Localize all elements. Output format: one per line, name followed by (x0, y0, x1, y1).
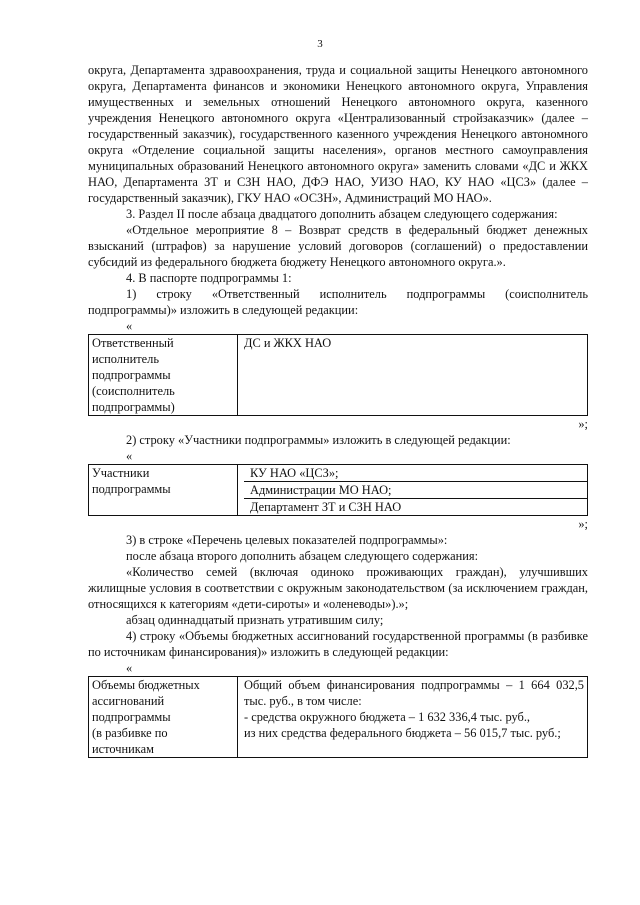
table3-left-cell: Объемы бюджетных ассигнований подпрограммы (в разбивке по источникам (89, 677, 238, 758)
table1-left-cell: Ответственный исполнитель подпрограммы (соисполнитель подпрограммы) (89, 335, 238, 416)
table2-right-cell (238, 465, 588, 516)
paragraph-quote-families: «Количество семей (включая одиноко проживающих граждан), улучшивших жилищные условия в соответствии с окружным законодательством (за исключением граждан, относящихся к категориям «дети-сироты» и «оленеводы»).»; (88, 565, 588, 611)
quote-open-1: « (126, 319, 133, 333)
paragraph-row-4: 4) строку «Объемы бюджетных ассигнований государственной программы (в разбивке по источникам финансирования)» изложить в следующей редакции: (88, 629, 588, 659)
paragraph-row-1: 1) строку «Ответственный исполнитель подпрограммы (соисполнитель подпрограммы)» изложить в следующей редакции: (88, 287, 588, 317)
paragraph-quote-measure-8: «Отдельное мероприятие 8 – Возврат средств в федеральный бюджет денежных взысканий (штрафов) за нарушение условий договоров (соглашений) о предоставлении субсидий из федерального бюджета бюджету Ненецкого автономного округа.». (88, 223, 588, 269)
quote-open-3: « (126, 661, 133, 675)
table3-right-cell: Общий объем финансирования подпрограммы – 1 664 032,5 тыс. руб., в том числе: - средства окружного бюджета – 1 632 336,4 тыс. руб., из них средства федерального бюджета – 56 015,7 тыс. руб.; (238, 677, 588, 758)
paragraph-continuation: округа, Департамента здравоохранения, труда и социальной защиты Ненецкого автономного округа, Департамента финансов и экономики Ненецкого автономного округа, Управления имущественных и земельных отношений Ненецкого автономного округа, казенного учреждения Ненецкого автономного округа «Централизованный стройзаказчик» (далее – государственный заказчик), государственного казенного учреждения Ненецкого автономного округа «Отделение социальной защиты населения», органов местного самоуправления муниципальных образований Ненецкого автономного округа» заменить словами «ДС и ЖКХ НАО, Департамента ЗТ и СЗН НАО, ДФЭ НАО, УИЗО НАО, КУ НАО «ЦСЗ» (далее – государственный заказчик), ГКУ НАО «ОСЗН», Администраций МО НАО». (88, 63, 588, 205)
paragraph-after-second: после абзаца второго дополнить абзацем следующего содержания: (126, 549, 479, 563)
quote-close-2: »; (578, 517, 588, 531)
table-participants (88, 464, 588, 516)
quote-open-2: « (126, 449, 133, 463)
participant: Администрации МО НАО; (244, 482, 587, 499)
table-budget-allocations (88, 676, 588, 758)
paragraph-row-2: 2) строку «Участники подпрограммы» изложить в следующей редакции: (126, 433, 511, 447)
table-responsible-executor (88, 334, 588, 416)
document-body (88, 62, 588, 756)
participant: КУ НАО «ЦСЗ»; (244, 465, 587, 482)
page-number: 3 (317, 38, 323, 50)
paragraph-item-3: 3. Раздел II после абзаца двадцатого дополнить абзацем следующего содержания: (126, 207, 558, 221)
table-budget-wrapper (88, 676, 588, 756)
quote-close-1: »; (578, 417, 588, 431)
paragraph-row-3: 3) в строке «Перечень целевых показателей подпрограммы»: (126, 533, 448, 547)
participant: Департамент ЗТ и СЗН НАО (250, 500, 402, 514)
paragraph-eleventh-void: абзац одиннадцатый признать утратившим силу; (126, 613, 384, 627)
table1-right-cell: ДС и ЖКХ НАО (238, 335, 588, 416)
paragraph-item-4: 4. В паспорте подпрограммы 1: (126, 271, 292, 285)
table2-left-cell: Участники подпрограммы (89, 465, 238, 516)
